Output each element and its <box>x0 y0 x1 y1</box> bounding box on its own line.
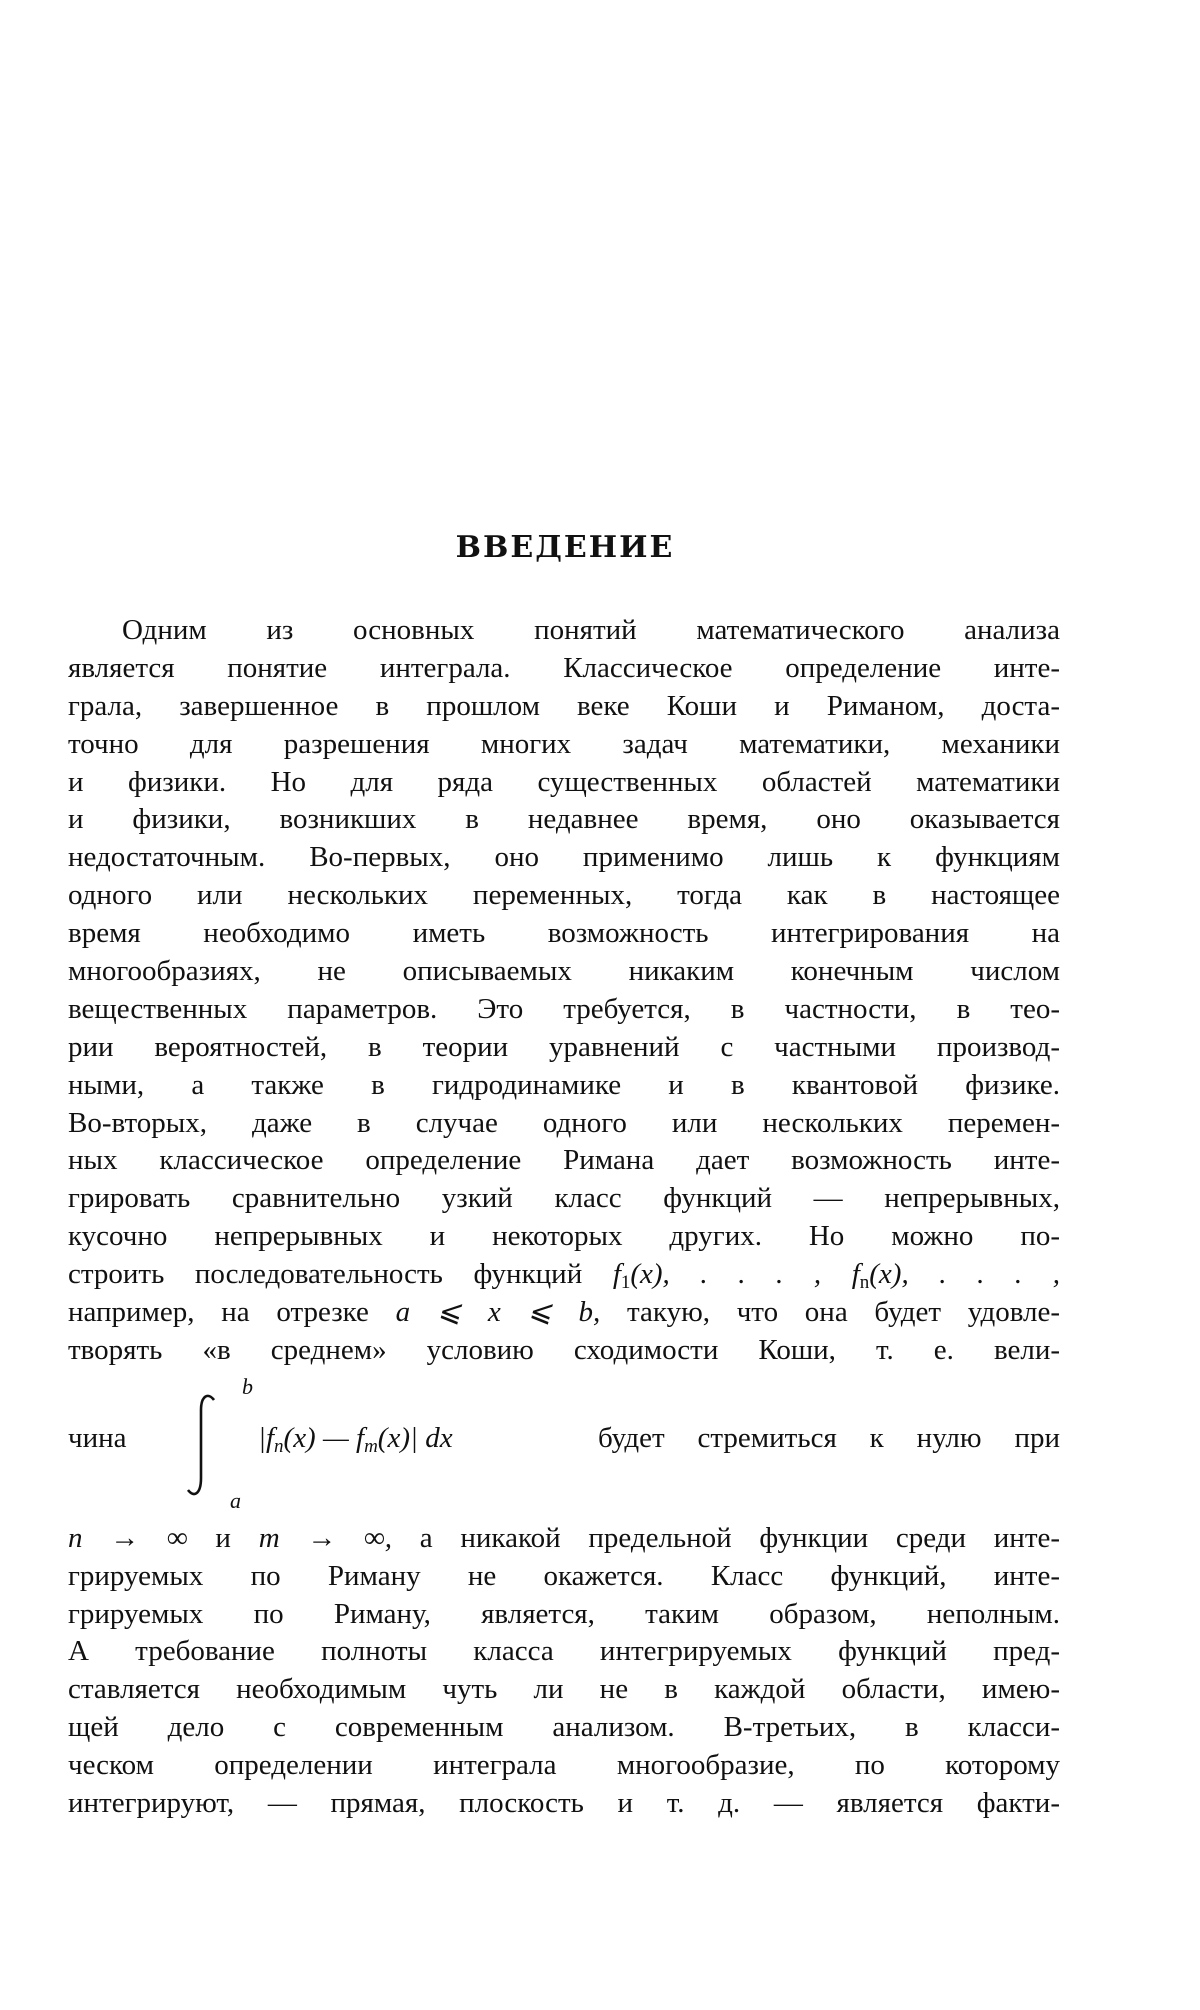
interval-text: например, на отрезке <box>68 1296 369 1329</box>
math-fn-subscript: n <box>859 1272 870 1294</box>
text-line-interval <box>68 1294 1060 1332</box>
text-line: многообразиях, не описываемых никаким конечным числом <box>68 955 1060 988</box>
limits-text-after: а никакой предельной функции среди инте- <box>419 1521 1061 1554</box>
text-line: и физики. Но для ряда существенных областей математики <box>68 765 1060 798</box>
text-line: ными, а также в гидродинамике и в квантовой физике. <box>68 1068 1060 1101</box>
integral-icon <box>168 1370 228 1520</box>
text-line: грируемых по Риману, является, таким образом, неполным. <box>68 1597 1060 1630</box>
math-fn <box>851 1258 1061 1294</box>
formula-text-after: будет стремиться к нулю при <box>598 1421 1060 1454</box>
math-n-limit: n → ∞ <box>68 1521 188 1554</box>
page-heading: ВВЕДЕНИЕ <box>455 530 675 565</box>
math-f1-argument: (x), . . . , <box>630 1258 822 1291</box>
text-line: рии вероятностей, в теории уравнений с частными производ- <box>68 1030 1060 1063</box>
text-line: грировать сравнительно узкий класс функций — непрерывных, <box>68 1182 1060 1215</box>
math-m-limit: m → ∞, <box>258 1521 393 1554</box>
integrand-open: |f <box>258 1421 275 1454</box>
math-f1-subscript: 1 <box>620 1272 631 1294</box>
integrand-sub-n: n <box>274 1435 284 1457</box>
text-line: время необходимо иметь возможность интегрирования на <box>68 917 1060 950</box>
math-interval: a ⩽ x ⩽ b, <box>395 1296 601 1329</box>
text-line: ставляется необходимым чуть ли не в каждой области, имею- <box>68 1673 1060 1706</box>
math-f1-symbol: f <box>612 1258 621 1291</box>
text-line-limits <box>68 1520 1060 1558</box>
text-line: одного или нескольких переменных, тогда как в настоящее <box>68 879 1060 912</box>
text-line: вещественных параметров. Это требуется, в частности, в тео- <box>68 992 1060 1025</box>
integral-sign <box>168 1370 253 1520</box>
integrand <box>258 1420 453 1466</box>
interval-text-after: такую, что она будет удовле- <box>627 1296 1061 1329</box>
text-line: кусочно непрерывных и некоторых других. Но можно по- <box>68 1220 1060 1253</box>
text-line-sequence <box>68 1256 1060 1294</box>
integral-lower-limit: a <box>230 1487 241 1513</box>
text-line: Одним из основных понятий математического анализа <box>122 614 1060 646</box>
integrand-close: (x)| dx <box>377 1421 453 1454</box>
integral-upper-limit: b <box>242 1373 253 1399</box>
text-line: точно для разрешения многих задач математики, механики <box>68 727 1060 760</box>
text-line: щей дело с современным анализом. В-третьих, в класси- <box>68 1711 1060 1744</box>
text-line: грируемых по Риману не окажется. Класс функций, инте- <box>68 1559 1060 1592</box>
limits-and: и <box>215 1521 231 1554</box>
seq-text: строить последовательность функций <box>68 1258 583 1291</box>
formula-word-before: чина <box>68 1421 127 1454</box>
body-text <box>68 612 1060 1823</box>
math-f1 <box>612 1258 822 1294</box>
math-fn-argument: (x), . . . , <box>869 1258 1061 1291</box>
formula-line <box>68 1370 1060 1520</box>
text-line: интегрируют, — прямая, плоскость и т. д. — является факти- <box>68 1787 1060 1820</box>
text-line: А требование полноты класса интегрируемых функций пред- <box>68 1635 1060 1668</box>
integrand-mid: (x) — f <box>283 1421 365 1454</box>
text-line: творять «в среднем» условию сходимости Коши, т. е. вели- <box>68 1333 1060 1366</box>
math-fn-symbol: f <box>851 1258 860 1291</box>
text-line: ческом определении интеграла многообразие, по которому <box>68 1749 1060 1782</box>
text-line: недостаточным. Во-первых, оно применимо лишь к функциям <box>68 841 1060 874</box>
text-line: ных классическое определение Римана дает возможность инте- <box>68 1144 1060 1177</box>
text-line: грала, завершенное в прошлом веке Коши и Риманом, доста- <box>68 689 1060 722</box>
text-line: является понятие интеграла. Классическое определение инте- <box>68 651 1060 684</box>
formula-row <box>68 1370 1060 1520</box>
text-line: Во-вторых, даже в случае одного или нескольких перемен- <box>68 1106 1060 1139</box>
integrand-sub-m: m <box>364 1435 378 1457</box>
text-line: и физики, возникших в недавнее время, оно оказывается <box>68 803 1060 836</box>
